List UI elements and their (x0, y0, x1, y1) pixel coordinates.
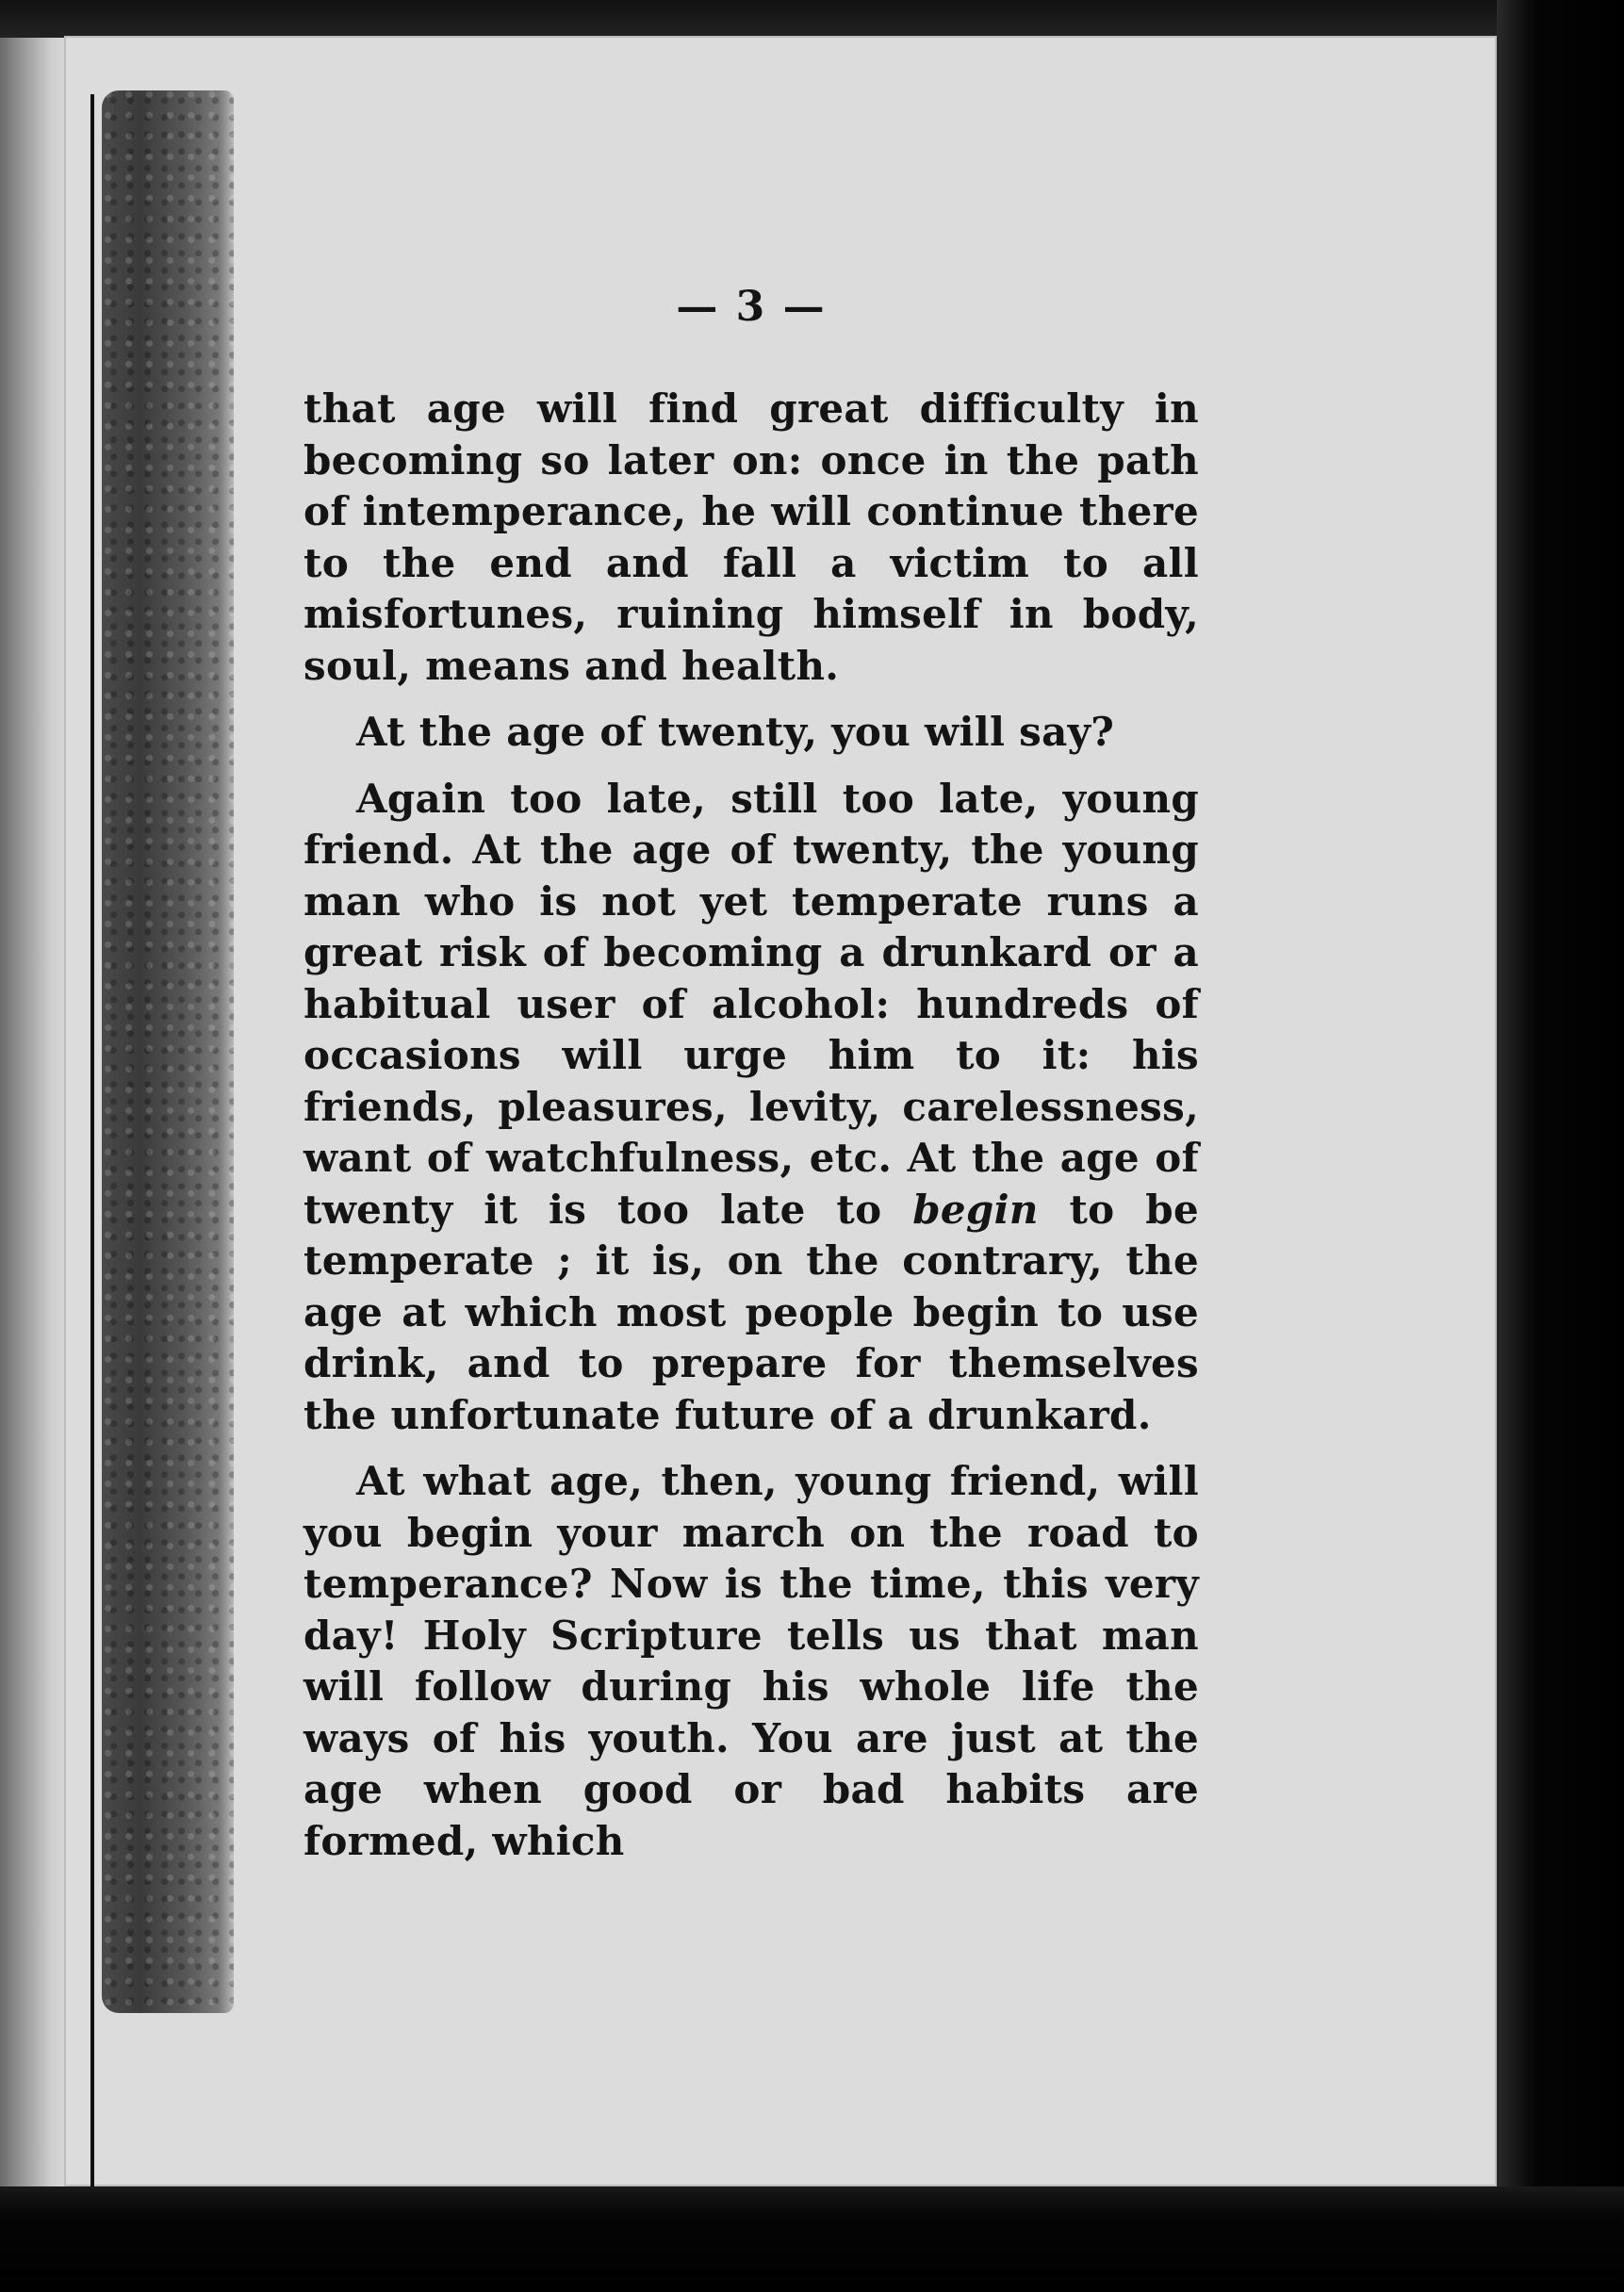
paragraph-p2 (303, 707, 1199, 759)
page-text-block (303, 283, 1199, 1882)
previous-page-edge (0, 38, 66, 2196)
text-run: Again too late, still too late, young friend. At the age of twenty, the young man who is not yet temperate runs a great risk of becoming a drunkard or a habitual user of alcohol: hundreds of occasions will urge him to it: his friends, pleasures, levity, carelessness, want of watchfulness, etc. At the age of twenty it is too late to (303, 775, 1199, 1233)
text-run: to be temperate ; it is, on the contrary, the age at which most people begin to use drink, and to prepare for themselves the unfortunate future of a drunkard. (303, 1186, 1199, 1438)
bottom-scan-shadow (0, 2186, 1624, 2292)
paragraph-p4 (303, 1456, 1199, 1867)
binding-gutter-line (90, 94, 94, 2198)
paragraph-p1 (303, 384, 1199, 692)
text-run: At the age of twenty, you will say? (356, 709, 1115, 755)
page-number: — 3 — (676, 283, 827, 331)
text-run: At what age, then, young friend, will you begin your march on the road to temperance? Now is the time, this very day! Holy Scripture tells us that man will follow during his whole life the ways of his youth. You are just at the age when good or bad habits are formed, which (303, 1458, 1199, 1864)
binding-spine-shadow (102, 90, 234, 2013)
body-text (303, 384, 1199, 1867)
right-scan-shadow (1497, 0, 1624, 2292)
text-run: that age will find great difficulty in becoming so later on: once in the path of intemperance, he will continue there to the end and fall a victim to all misfortunes, ruining himself in body, soul, means and health. (303, 385, 1199, 689)
paragraph-p3 (303, 774, 1199, 1442)
italic-word: begin (912, 1186, 1039, 1233)
